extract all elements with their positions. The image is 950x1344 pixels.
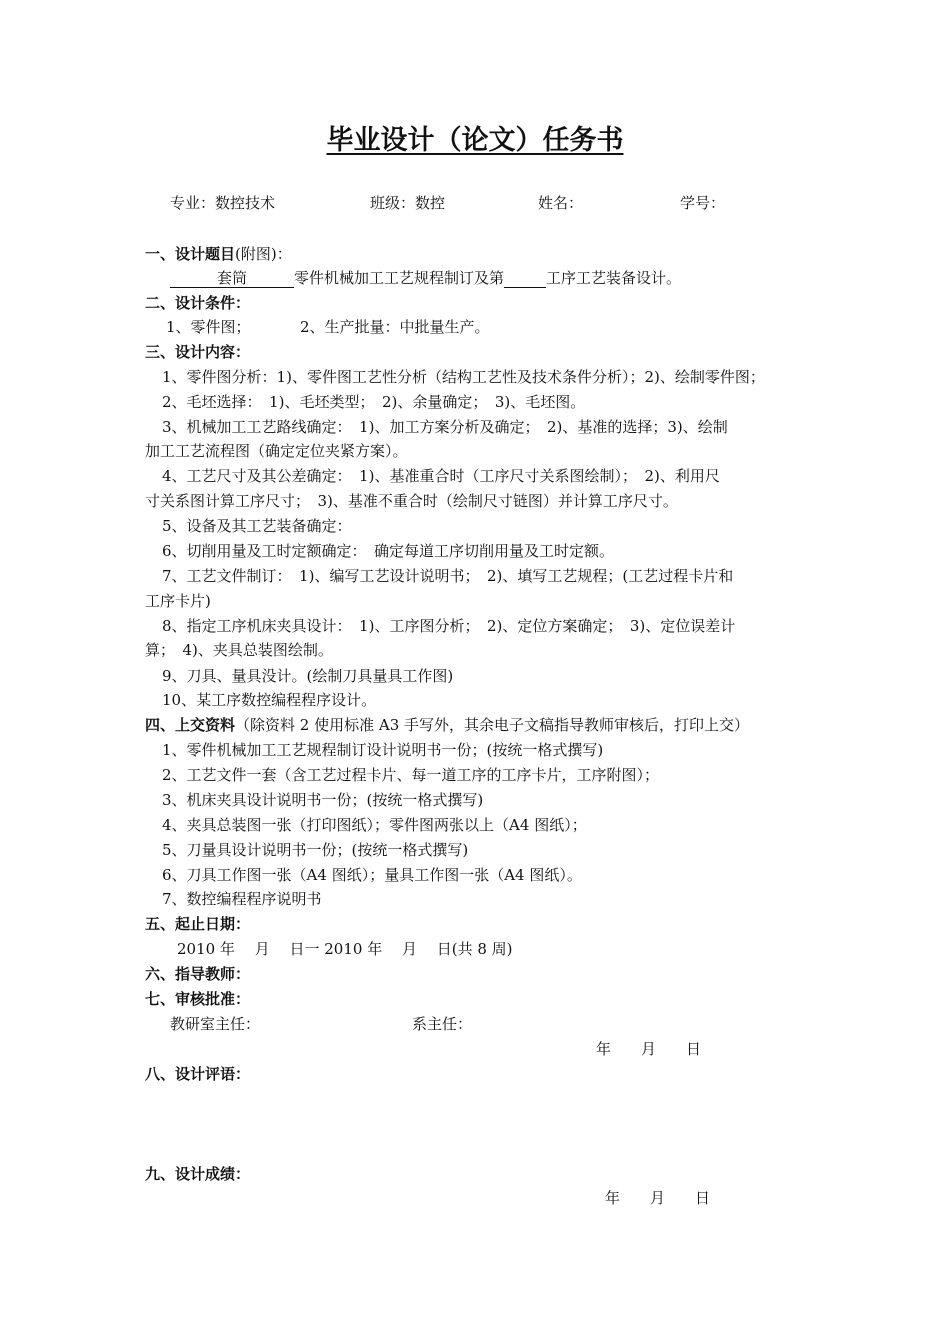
section-7-heading: 七、审核批准：: [145, 990, 251, 1008]
content-item-10: 10、某工序数控编程程序设计。: [162, 691, 377, 709]
student-id-field: 学号：: [680, 194, 726, 212]
section-1-note: (附图)：: [235, 245, 292, 263]
director-signature-label: 教研室主任：: [170, 1015, 261, 1033]
section-3-heading: 三、设计内容：: [145, 343, 251, 361]
submission-item-7: 7、数控编程程序说明书: [162, 890, 322, 908]
condition-item-2: 2、生产批量：中批量生产。: [300, 318, 490, 336]
content-item-7a: 7、工艺文件制订： 1)、编写工艺设计说明书； 2)、填写工艺规程；(工艺过程卡片和: [162, 567, 734, 585]
section-1-title: 一、设计题目: [145, 245, 236, 263]
submission-item-3: 3、机床夹具设计说明书一份；(按统一格式撰写): [162, 791, 484, 809]
section-1-heading: [145, 244, 292, 264]
content-item-8b: 算； 4)、夹具总装图绘制。: [145, 641, 333, 659]
content-item-2: 2、毛坯选择： 1)、毛坯类型； 2)、余量确定； 3)、毛坯图。: [162, 393, 586, 411]
name-field: 姓名：: [538, 194, 584, 212]
design-topic-line: [170, 268, 681, 288]
topic-text-a: 零件机械加工工艺规程制订及第: [294, 269, 505, 287]
section-9-heading: 九、设计成绩：: [145, 1165, 251, 1183]
section-2-heading: 二、设计条件：: [145, 294, 251, 312]
submission-item-1: 1、零件机械加工工艺规程制订设计说明书一份；(按统一格式撰写): [162, 741, 604, 759]
content-item-6: 6、切削用量及工时定额确定： 确定每道工序切削用量及工时定额。: [162, 542, 615, 560]
content-item-4a: 4、工艺尺寸及其公差确定： 1)、基准重合时（工序尺寸关系图绘制）； 2)、利用尺: [162, 467, 720, 485]
content-item-3a: 3、机械加工工艺路线确定： 1)、加工方案分析及确定； 2)、基准的选择；3)、绘制: [162, 418, 728, 436]
content-item-4b: 寸关系图计算工序尺寸； 3)、基准不重合时（绘制尺寸链图）并计算工序尺寸。: [145, 492, 678, 510]
part-name-underlined: 套筒: [170, 269, 294, 288]
section-4-heading: [145, 715, 749, 735]
condition-item-1: 1、零件图；: [166, 318, 251, 336]
dept-head-signature-label: 系主任：: [412, 1015, 473, 1033]
submission-item-2: 2、工艺文件一套（含工艺过程卡片、每一道工序的工序卡片，工序附图）；: [162, 766, 660, 784]
class-field: 班级：数控: [370, 194, 446, 212]
document-title: 毕业设计（论文）任务书: [326, 125, 624, 156]
submission-item-4: 4、夹具总装图一张（打印图纸）；零件图两张以上（A4 图纸）；: [162, 816, 587, 834]
section-6-heading: 六、指导教师：: [145, 965, 251, 983]
content-item-8a: 8、指定工序机床夹具设计： 1)、工序图分析； 2)、定位方案确定； 3)、定位误差计: [162, 617, 736, 635]
process-number-blank: [504, 269, 546, 288]
section-4-title: 四、上交资料: [145, 716, 236, 734]
major-field: 专业：数控技术: [170, 194, 276, 212]
content-item-1: 1、零件图分析：1)、零件图工艺性分析（结构工艺性及技术条件分析）；2)、绘制零件图；: [162, 368, 765, 386]
section-5-heading: 五、起止日期：: [145, 915, 251, 933]
content-item-9: 9、刀具、量具没计。(绘制刀具量具工作图): [162, 667, 454, 685]
section-8-heading: 八、设计评语：: [145, 1065, 251, 1083]
content-item-7b: 工序卡片): [145, 592, 211, 610]
content-item-3b: 加工工艺流程图（确定定位夹紧方案）。: [145, 442, 408, 460]
topic-text-b: 工序工艺装备设计。: [546, 269, 682, 287]
grade-date: 年 月 日: [605, 1189, 711, 1207]
section-4-note: （除资料 2 使用标准 A3 手写外，其余电子文稿指导教师审核后，打印上交）: [235, 716, 750, 734]
submission-item-5: 5、刀量具设计说明书一份；(按统一格式撰写): [162, 841, 469, 859]
approval-date: 年 月 日: [596, 1040, 702, 1058]
submission-item-6: 6、刀具工作图一张（A4 图纸）；量具工作图一张（A4 图纸）。: [162, 866, 582, 884]
content-item-5: 5、设备及其工艺装备确定：: [162, 517, 352, 535]
start-end-dates: 2010 年 月 日一 2010 年 月 日(共 8 周): [177, 940, 513, 958]
